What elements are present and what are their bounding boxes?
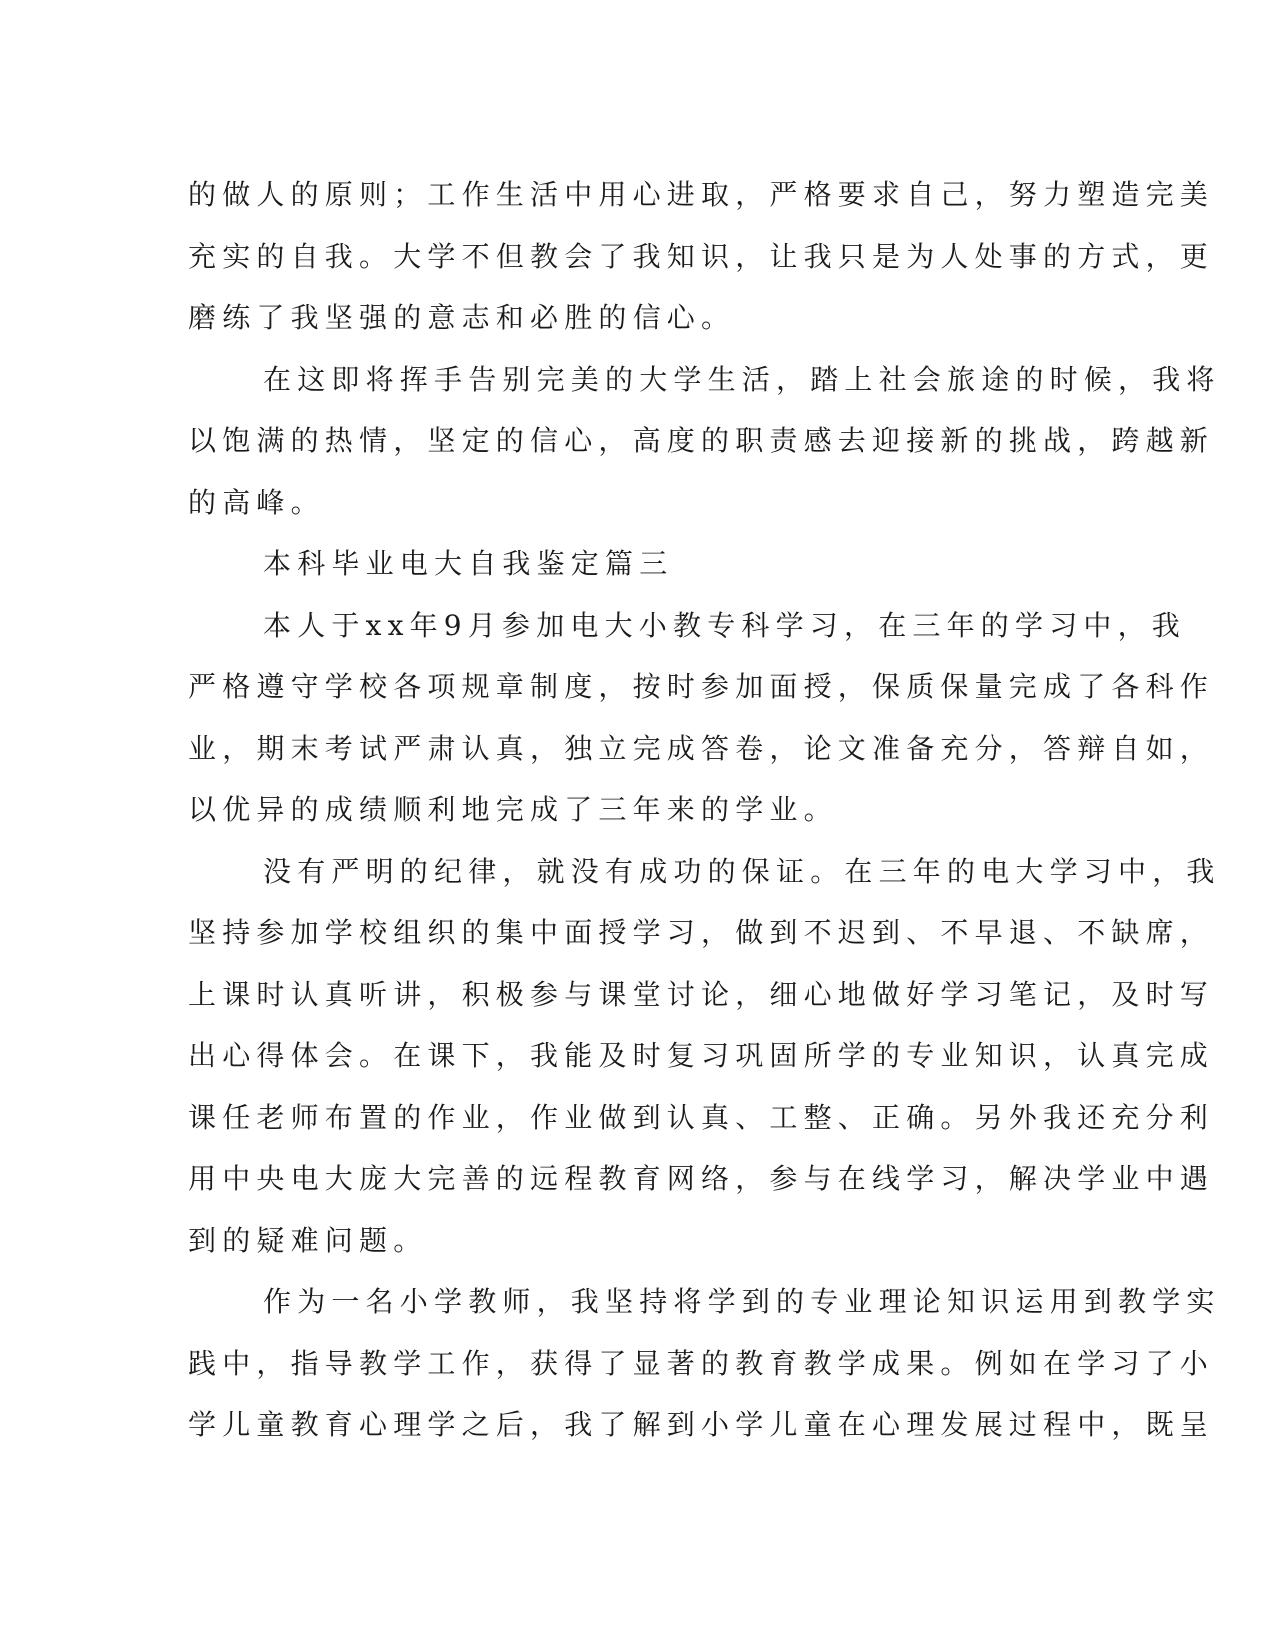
text-line: 出心得体会。在课下，我能及时复习巩固所学的专业知识，认真完成 [188, 1039, 1215, 1072]
text-line: 践中，指导教学工作，获得了显著的教育教学成果。例如在学习了小 [188, 1346, 1215, 1380]
text-line: 课任老师布置的作业，作业做到认真、工整、正确。另外我还充分利 [188, 1100, 1215, 1134]
text-line: 充实的自我。大学不但教会了我知识，让我只是为人处事的方式，更 [188, 239, 1215, 273]
text-line: 在这即将挥手告别完美的大学生活，踏上社会旅途的时候，我将 [263, 362, 1221, 396]
text-line: 的做人的原则；工作生活中用心进取，严格要求自己，努力塑造完美 [188, 178, 1215, 211]
text-line: 上课时认真听讲，积极参与课堂讨论，细心地做好学习笔记，及时写 [188, 977, 1215, 1011]
text-line: 以饱满的热情，坚定的信心，高度的职责感去迎接新的挑战，跨越新 [188, 424, 1215, 457]
text-line: 以优异的成绩顺利地完成了三年来的学业。 [188, 793, 838, 826]
text-line: 用中央电大庞大完善的远程教育网络，参与在线学习，解决学业中遇 [188, 1162, 1215, 1195]
text-line: 学儿童教育心理学之后，我了解到小学儿童在心理发展过程中，既呈 [188, 1408, 1215, 1441]
text-line: 没有严明的纪律，就没有成功的保证。在三年的电大学习中，我 [263, 854, 1221, 888]
text-line: 到的疑难问题。 [188, 1223, 428, 1257]
text-line: 磨练了我坚强的意志和必胜的信心。 [188, 301, 736, 334]
text-line: 严格遵守学校各项规章制度，按时参加面授，保质保量完成了各科作 [188, 670, 1215, 703]
text-line: 本人于xx年9月参加电大小教专科学习，在三年的学习中，我 [263, 608, 1186, 642]
text-line: 本科毕业电大自我鉴定篇三 [263, 547, 674, 580]
document-body [188, 164, 1221, 1456]
text-line: 坚持参加学校组织的集中面授学习，做到不迟到、不早退、不缺席， [188, 916, 1215, 949]
text-line: 的高峰。 [188, 485, 325, 519]
text-line: 业，期末考试严肃认真，独立完成答卷，论文准备充分，答辩自如， [188, 731, 1215, 765]
text-line: 作为一名小学教师，我坚持将学到的专业理论知识运用到教学实 [263, 1285, 1221, 1318]
